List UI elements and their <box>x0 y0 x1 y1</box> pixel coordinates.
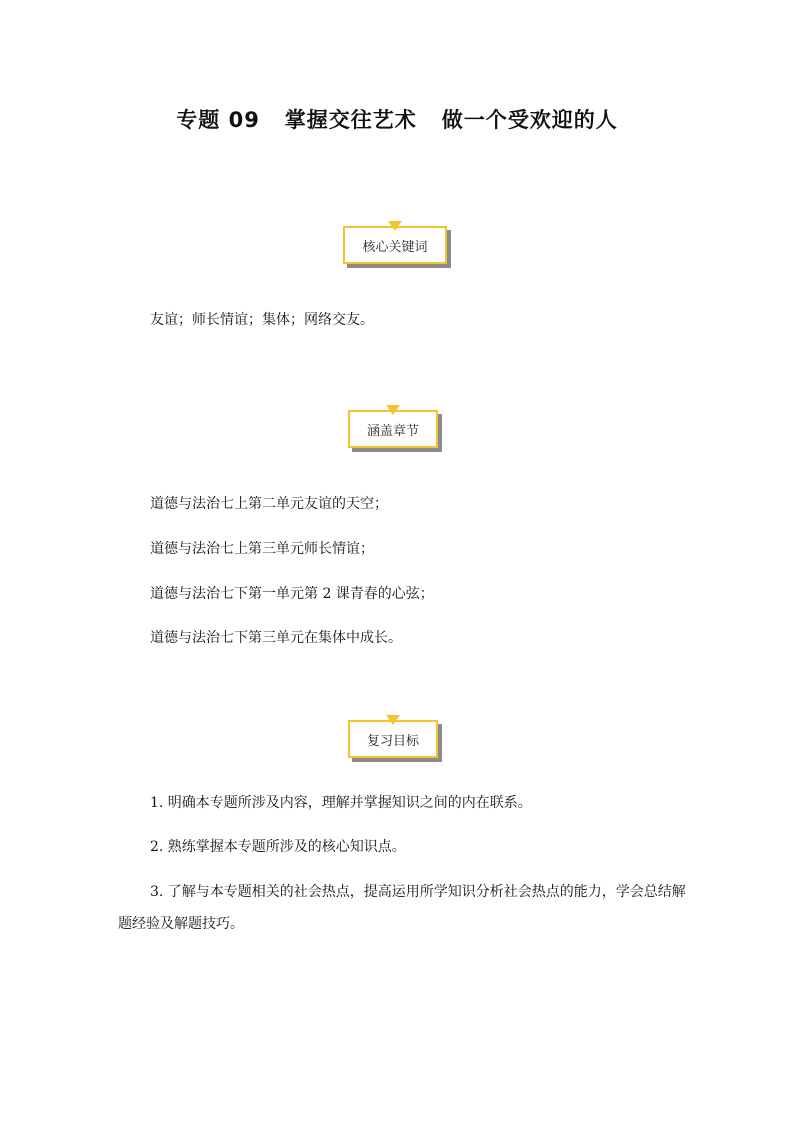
page-title: 专题 09 掌握交往艺术 做一个受欢迎的人 <box>176 108 618 132</box>
section-heading-label: 核心关键词 <box>362 239 428 255</box>
goal-item: 1. 明确本专题所涉及内容，理解并掌握知识之间的内在联系。 <box>150 795 532 811</box>
goal-item: 2. 熟练掌握本专题所涉及的核心知识点。 <box>150 839 406 855</box>
section-heading-label: 涵盖章节 <box>366 423 419 439</box>
section-heading-goals <box>348 720 438 758</box>
triangle-marker-icon <box>388 221 402 231</box>
chapter-line: 道德与法治七上第三单元师长情谊； <box>150 541 374 557</box>
chapter-line: 道德与法治七下第三单元在集体中成长。 <box>150 630 402 646</box>
section-heading-chapters <box>348 410 438 448</box>
keywords-text: 友谊；师长情谊；集体；网络交友。 <box>150 312 374 328</box>
goal-item: 3. 了解与本专题相关的社会热点，提高运用所学知识分析社会热点的能力，学会总结解题经验及解题技巧。 <box>118 884 686 932</box>
section-heading-keywords <box>343 226 447 264</box>
triangle-marker-icon <box>386 405 400 415</box>
chapter-line: 道德与法治七上第二单元友谊的天空； <box>150 496 388 512</box>
chapter-line: 道德与法治七下第一单元第 2 课青春的心弦； <box>150 586 434 602</box>
triangle-marker-icon <box>386 715 400 725</box>
section-heading-label: 复习目标 <box>366 733 419 749</box>
